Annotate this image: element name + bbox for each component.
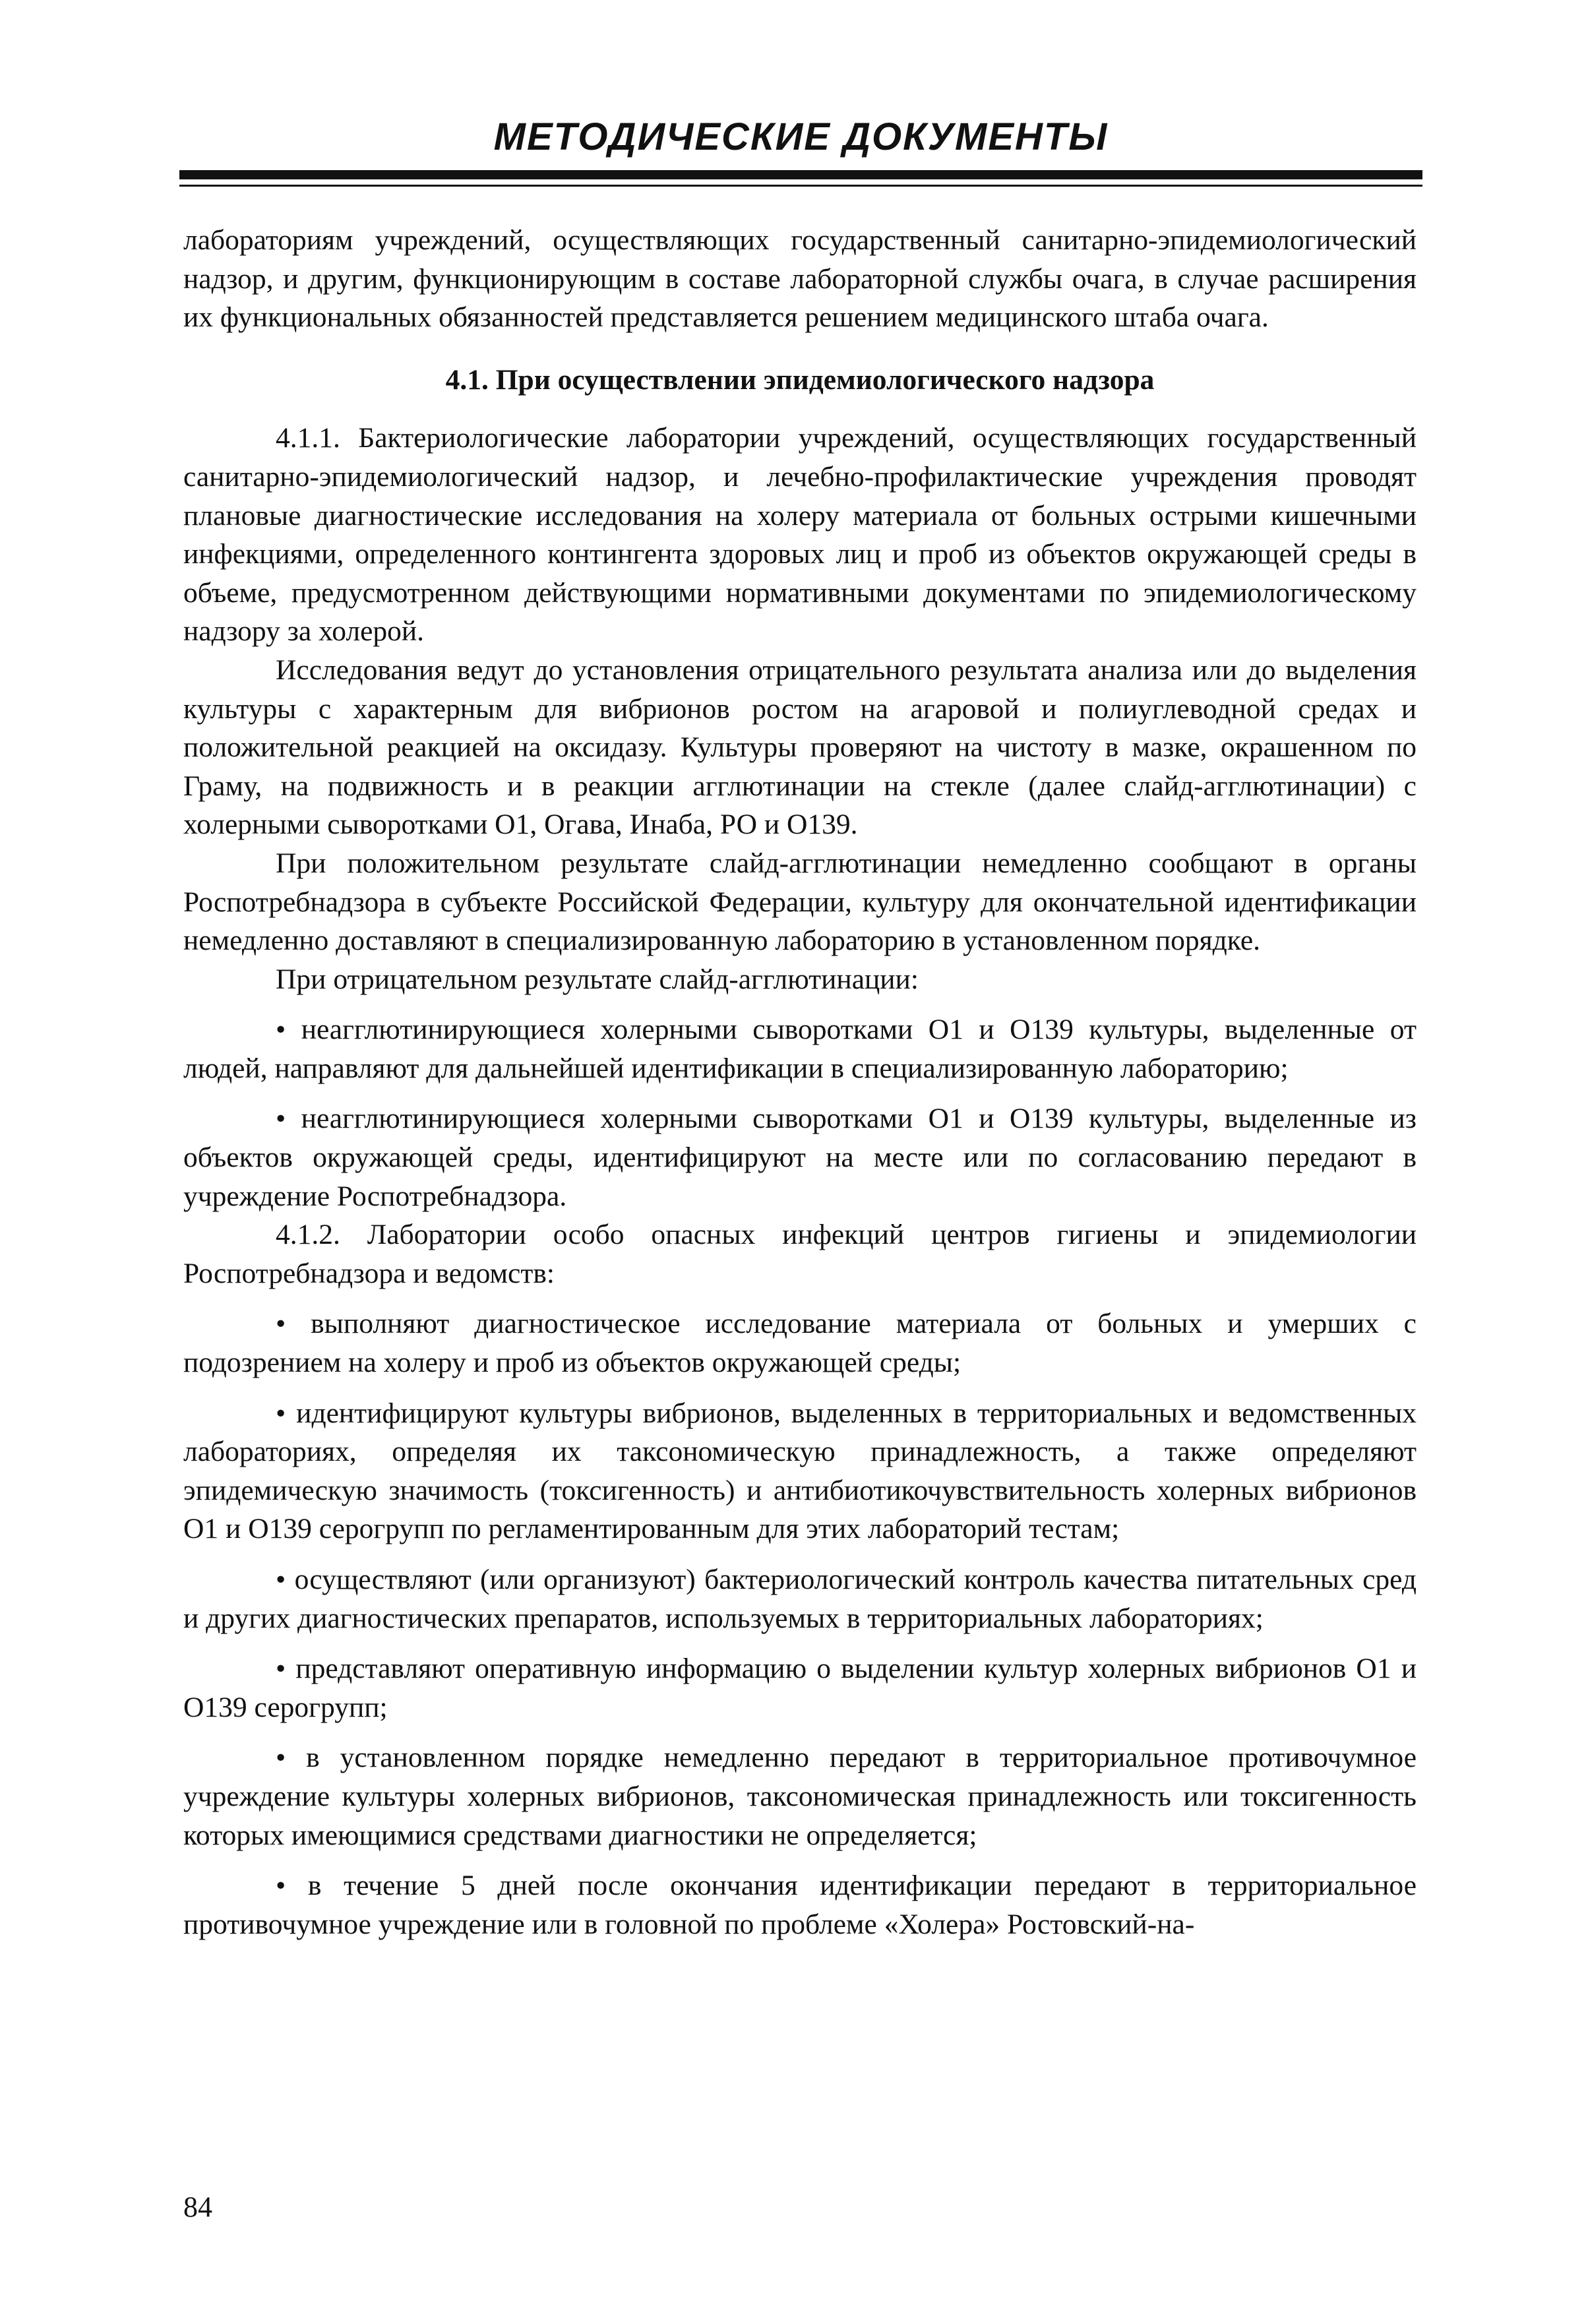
list-item: • в течение 5 дней после окончания идентификации передают в территориальное противочумное учреждение или в головной по проблеме «Холера» Ростовский-на- (183, 1870, 1417, 1940)
paragraph-continuation: лабораториям учреждений, осуществляющих государственный санитарно-эпидемиологический надзор, и другим, функционирующим в составе лабораторной службы очага, в случае расширения их функциональных обязанностей представляется решением медицинского штаба очага. (183, 224, 1417, 334)
paragraph-4-1-1: 4.1.1. Бактериологические лаборатории учреждений, осуществляющих государственный санитарно-эпидемиологический надзор, и лечебно-профилактические учреждения проводят плановые диагностические исследования на холеру материала от больных острыми кишечными инфекциями, определенного контингента здоровых лиц и проб из объектов окружающей среды в объеме, предусмотренном действующими нормативными документами по эпидемиологическому надзору за холерой. (183, 422, 1417, 648)
paragraph-research: Исследования ведут до установления отрицательного результата анализа или до выделения культуры с характерным для вибрионов ростом на агаровой и полиуглеводной средах и положительной реакцией на оксидазу. Культуры проверяют на чистоту в мазке, окрашенном по Граму, на подвижность и в реакции агглютинации на стекле (далее слайд-агглютинации) с холерными сыворотками О1, Огава, Инаба, РО и О139. (183, 654, 1417, 841)
list-item: • представляют оперативную информацию о выделении культур холерных вибрионов О1 и О139 серогрупп; (183, 1653, 1417, 1723)
paragraph-positive-result: При положительном результате слайд-агглютинации немедленно сообщают в органы Роспотребнадзора в субъекте Российской Федерации, культуру для окончательной идентификации немедленно доставляют в специализированную лабораторию в установленном порядке. (183, 847, 1417, 957)
section-heading: 4.1. При осуществлении эпидемиологического надзора (445, 363, 1155, 396)
list-item: • неагглютинирующиеся холерными сыворотками О1 и О139 культуры, выделенные из объектов окружающей среды, идентифицируют на месте или по согласованию передают в учреждение Роспотребнадзора. (183, 1103, 1417, 1212)
list-item: • идентифицируют культуры вибрионов, выделенных в территориальных и ведомственных лабораториях, определяя их таксономическую принадлежность, а также определяют эпидемическую значимость (токсигенность) и антибиотикочувствительность холерных вибрионов О1 и О139 серогрупп по регламентированным для этих лабораторий тестам; (183, 1397, 1417, 1545)
paragraph-negative-result: При отрицательном результате слайд-агглютинации: (276, 963, 919, 995)
list-item: • осуществляют (или организуют) бактериологический контроль качества питательных сред и других диагностических препаратов, используемых в территориальных лабораториях; (183, 1564, 1417, 1634)
header-rule-thin (179, 185, 1422, 187)
page-number: 84 (183, 2191, 212, 2223)
body-text (183, 221, 1417, 1943)
header-rule-thick (179, 170, 1422, 179)
paragraph-4-1-2: 4.1.2. Лаборатории особо опасных инфекций центров гигиены и эпидемиологии Роспотребнадзора и ведомств: (183, 1219, 1417, 1289)
list-item: • неагглютинирующиеся холерными сыворотками О1 и О139 культуры, выделенные от людей, направляют для дальнейшей идентификации в специализированную лабораторию; (183, 1014, 1417, 1084)
list-item: • в установленном порядке немедленно передают в территориальное противочумное учреждение культуры холерных вибрионов, таксономическая принадлежность или токсигенность которых имеющимися средствами диагностики не определяется; (183, 1742, 1417, 1851)
list-item: • выполняют диагностическое исследование материала от больных и умерших с подозрением на холеру и проб из объектов окружающей среды; (183, 1308, 1417, 1379)
running-header: МЕТОДИЧЕСКИЕ ДОКУМЕНТЫ (493, 115, 1109, 158)
